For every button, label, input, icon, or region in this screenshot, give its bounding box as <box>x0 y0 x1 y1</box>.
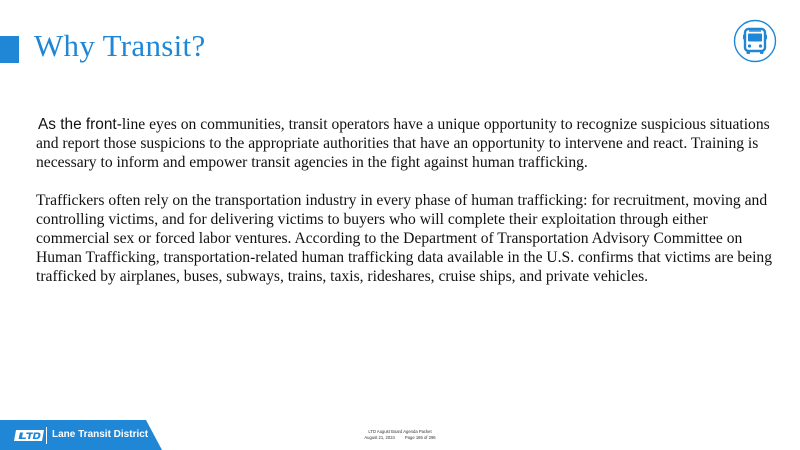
paragraph-front-line <box>36 115 776 172</box>
footer-divider <box>46 427 47 444</box>
packet-page: Page 186 of 296 <box>404 435 436 440</box>
slide-body <box>36 115 776 305</box>
packet-meta <box>340 435 460 441</box>
packet-title: LTD August Board Agenda Packet <box>368 429 432 434</box>
paragraph-lead-text: As the front- <box>38 116 122 133</box>
footer-org-name: Lane Transit District <box>52 429 149 440</box>
packet-date: August 21, 2024 <box>364 435 395 440</box>
paragraph-rest-text: line eyes on communities, transit operators have a unique opportunity to recognize suspicious situations and report those suspicions to the appropriate authorities that have an opportunity to intervene and react. Training is necessary to inform and empower transit agencies in the fight against human trafficking. <box>36 116 770 171</box>
ltd-logo <box>14 430 44 441</box>
title-accent-bar <box>0 36 19 63</box>
packet-info <box>340 429 460 441</box>
bus-icon <box>733 19 777 63</box>
paragraph-traffickers: Traffickers often rely on the transportation industry in every phase of human trafficking: for recruitment, moving and controlling victims, and for delivering victims to buyers who will complete their exploitation through either commercial sex or forced labor ventures. According to the Department of Transportation Advisory Committee on Human Trafficking, transportation-related human trafficking data available in the U.S. confirms that victims are being trafficked by airplanes, buses, subways, trains, taxis, rideshares, cruise ships, and private vehicles. <box>36 192 773 285</box>
slide-title: Why Transit? <box>34 28 206 63</box>
